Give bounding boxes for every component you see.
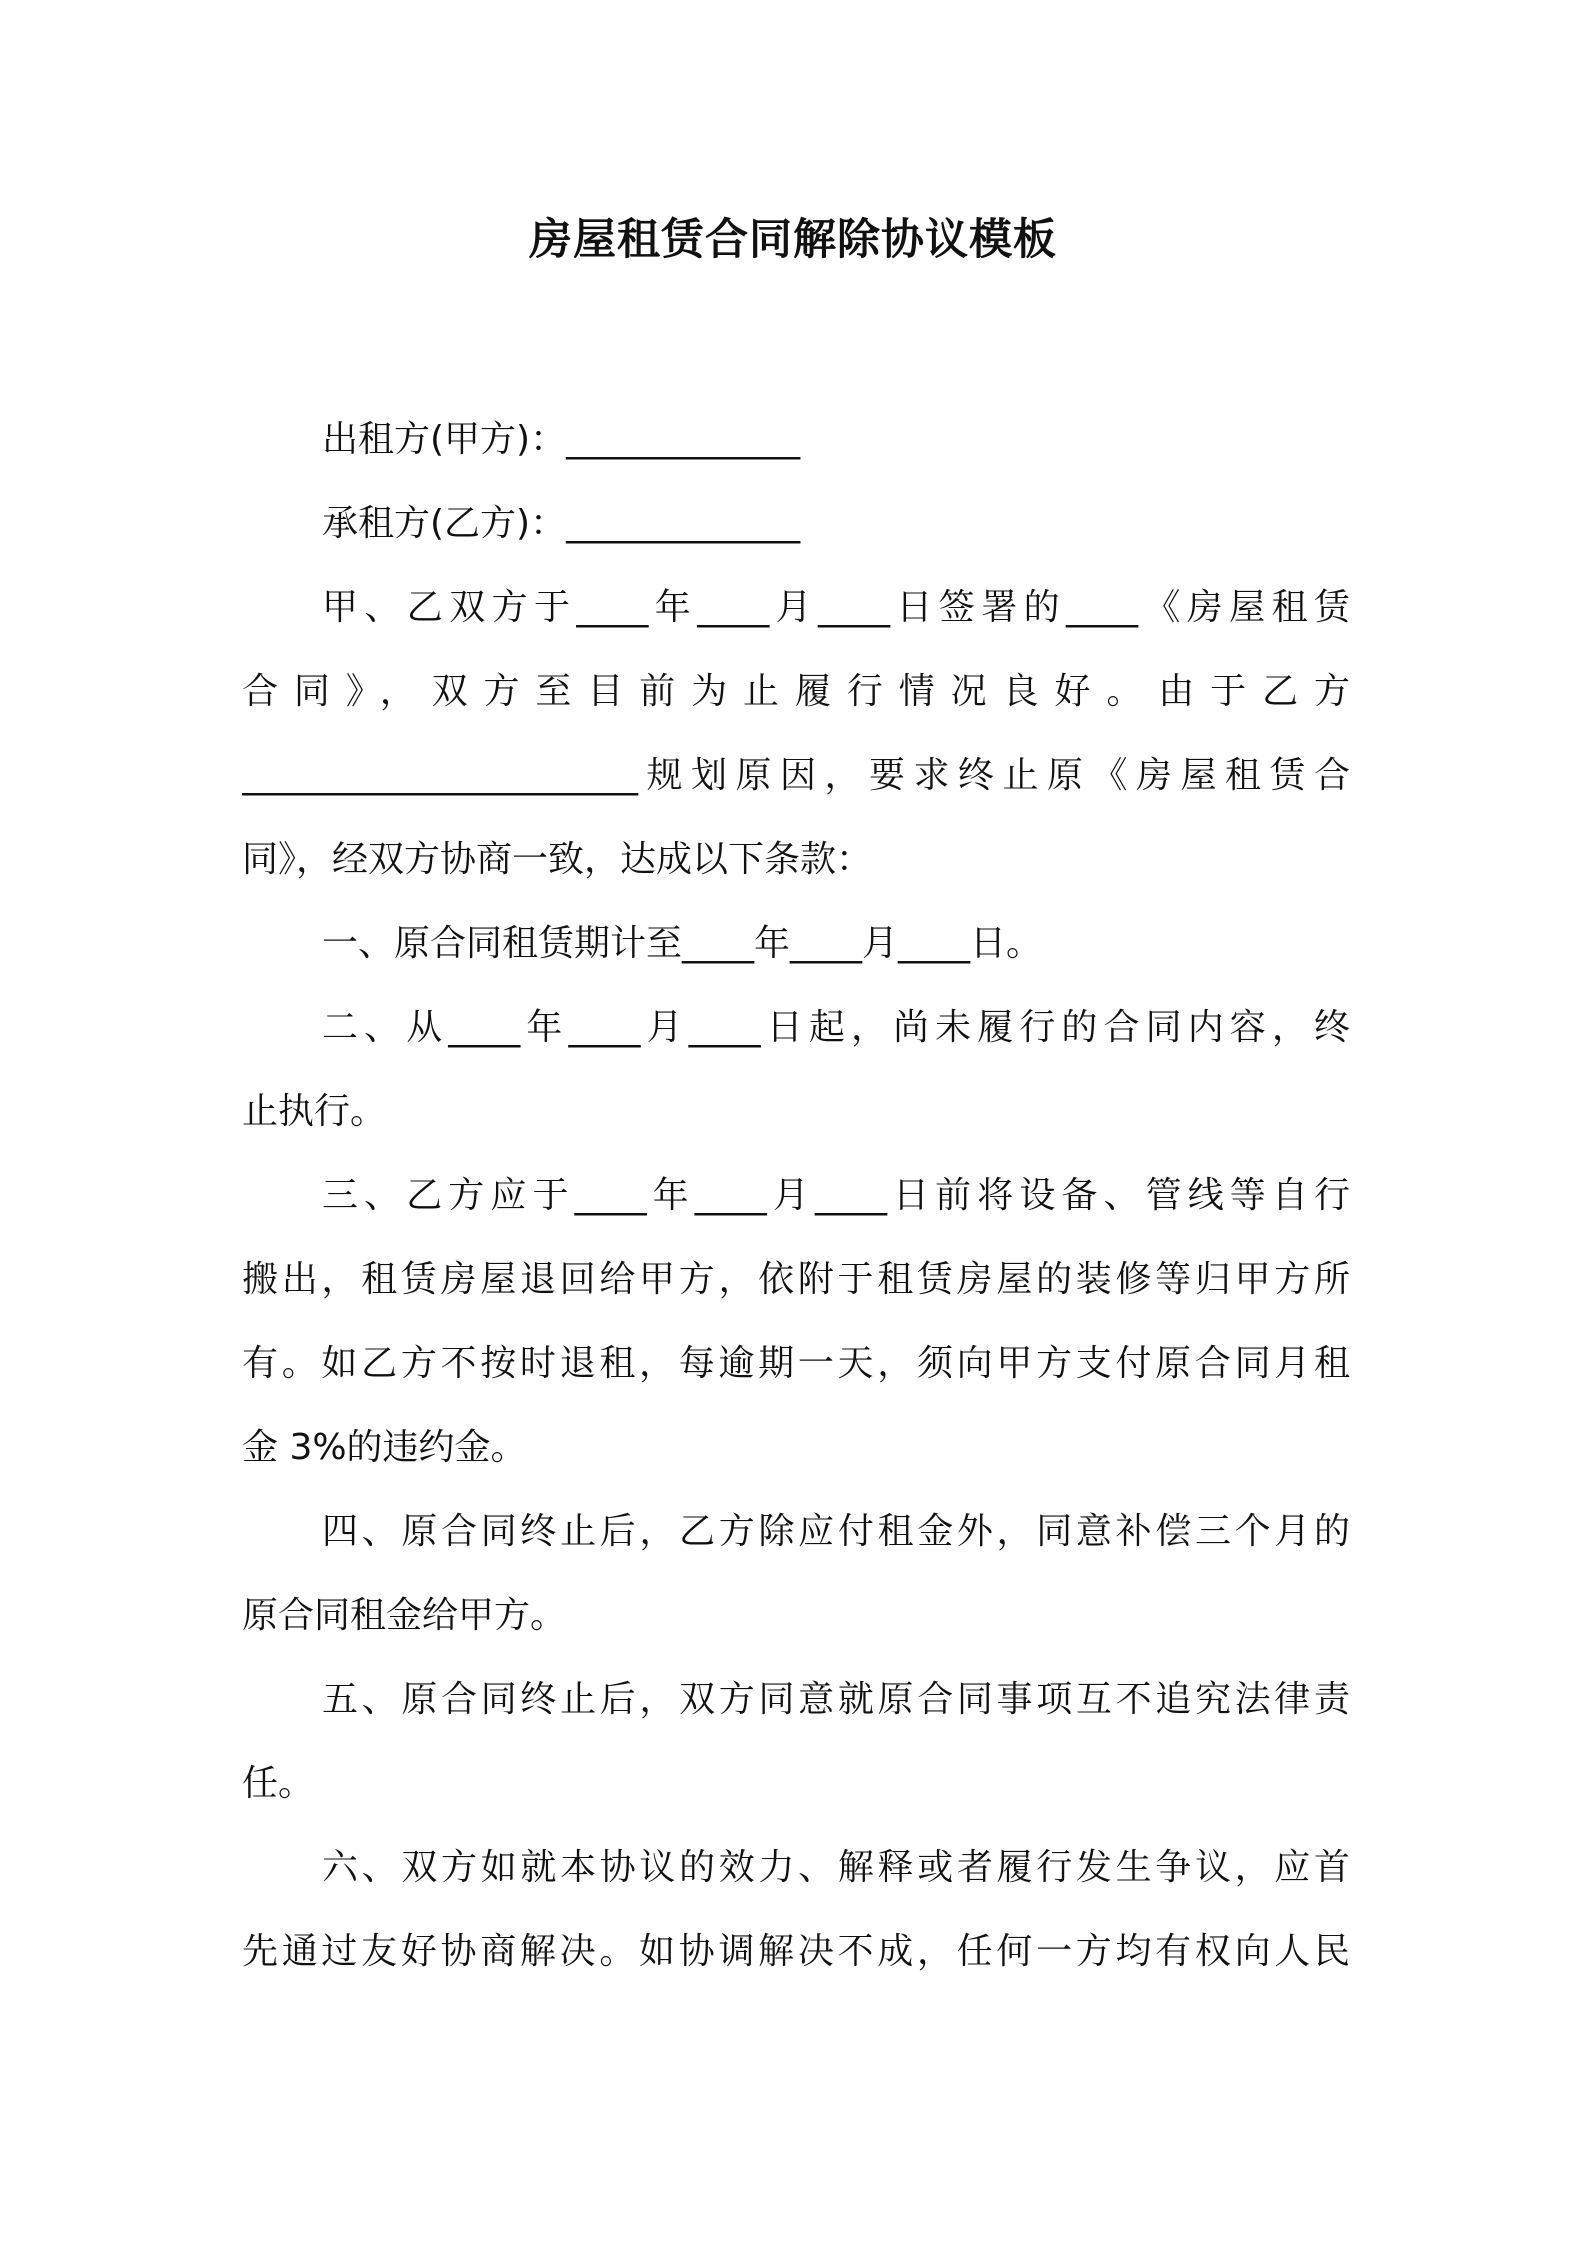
clause-3-line-3: 有。如乙方不按时退租，每逾期一天，须向甲方支付原合同月租 [242, 1343, 1350, 1384]
clause-5-line-2: 任。 [242, 1763, 315, 1804]
clause-2-line-1: 二、从____年____月____日起，尚未履行的合同内容，终 [322, 1007, 1350, 1048]
clause-3-line-1: 三、乙方应于____年____月____日前将设备、管线等自行 [322, 1175, 1350, 1216]
clause-4-line-1: 四、原合同终止后，乙方除应付租金外，同意补偿三个月的 [322, 1511, 1350, 1552]
clause-5-line-1: 五、原合同终止后，双方同意就原合同事项互不追究法律责 [322, 1679, 1350, 1720]
preamble-line-1: 甲、乙双方于____年____月____日签署的____《房屋租赁 [322, 587, 1350, 628]
preamble-line-4: 同》，经双方协商一致，达成以下条款： [242, 839, 873, 880]
lessor-line: 出租方(甲方)：_____________ [322, 419, 801, 460]
preamble-line-2: 合同》，双方至目前为止履行情况良好。由于乙方 [242, 671, 1350, 712]
lessee-line: 承租方(乙方)：_____________ [322, 503, 801, 544]
document-body [242, 398, 1350, 1994]
preamble-line-3: ______________________规划原因，要求终止原《房屋租赁合 [242, 755, 1350, 796]
clause-4-line-2: 原合同租金给甲方。 [242, 1595, 567, 1636]
clause-3-line-2: 搬出，租赁房屋退回给甲方，依附于租赁房屋的装修等归甲方所 [242, 1259, 1350, 1300]
clause-6-line-1: 六、双方如就本协议的效力、解释或者履行发生争议，应首 [322, 1847, 1350, 1888]
clause-6-line-2: 先通过友好协商解决。如协调解决不成，任何一方均有权向人民 [242, 1931, 1350, 1972]
clause-2-line-2: 止执行。 [242, 1091, 387, 1132]
clause-1-line-1: 一、原合同租赁期计至____年____月____日。 [322, 923, 1043, 964]
document-title: 房屋租赁合同解除协议模板 [529, 215, 1057, 265]
clause-3-line-4: 金 3%的违约金。 [242, 1427, 527, 1468]
